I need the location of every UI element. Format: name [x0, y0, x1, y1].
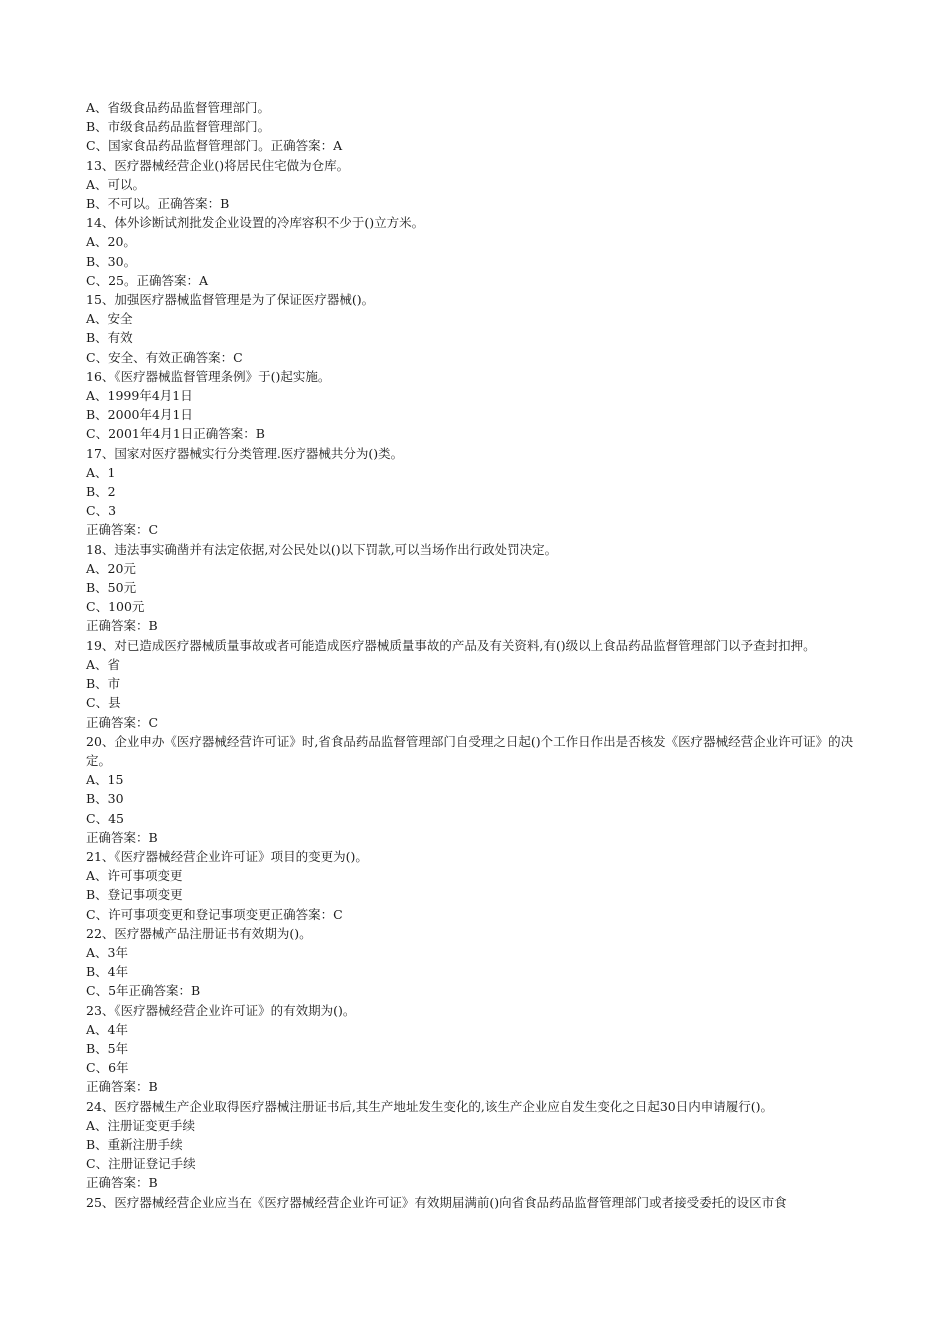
text-line: 15、加强医疗器械监督管理是为了保证医疗器械()。 — [86, 292, 375, 308]
text-line: 19、对已造成医疗器械质量事故或者可能造成医疗器械质量事故的产品及有关资料,有()级以上食品药品监督管理部门以予查封扣押。 — [86, 637, 816, 653]
text-line: A、许可事项变更 — [86, 868, 183, 884]
text-line: C、45 — [86, 810, 124, 826]
text-line: 17、国家对医疗器械实行分类管理.医疗器械共分为()类。 — [86, 445, 404, 461]
text-line: B、登记事项变更 — [86, 887, 183, 903]
text-line: B、不可以。正确答案：B — [86, 196, 230, 212]
text-line: 正确答案：B — [86, 1079, 158, 1095]
text-line: A、省 — [86, 656, 121, 672]
text-line: 25、医疗器械经营企业应当在《医疗器械经营企业许可证》有效期届满前()向省食品药品监督管理部门或者接受委托的设区市食 — [86, 1194, 787, 1210]
text-line: 正确答案：C — [86, 714, 159, 730]
text-line: C、5年正确答案：B — [86, 983, 201, 999]
text-line: 18、违法事实确凿并有法定依据,对公民处以()以下罚款,可以当场作出行政处罚决定。 — [86, 541, 558, 557]
text-line: 正确答案：B — [86, 829, 158, 845]
text-line: C、3 — [86, 503, 117, 519]
text-line: B、市级食品药品监督管理部门。 — [86, 119, 271, 135]
text-line: C、许可事项变更和登记事项变更正确答案：C — [86, 906, 343, 922]
text-line: A、1 — [86, 464, 116, 480]
text-line: C、注册证登记手续 — [86, 1156, 196, 1172]
text-line: A、可以。 — [86, 176, 146, 192]
text-line: 16、《医疗器械监督管理条例》于()起实施。 — [86, 368, 331, 384]
text-line: 23、《医疗器械经营企业许可证》的有效期为()。 — [86, 1002, 356, 1018]
text-line: C、25。正确答案：A — [86, 272, 208, 288]
text-line: B、50元 — [86, 580, 137, 596]
text-line: C、2001年4月1日正确答案：B — [86, 426, 265, 442]
text-line: 24、医疗器械生产企业取得医疗器械注册证书后,其生产地址发生变化的,该生产企业应自发生变化之日起30日内申请履行()。 — [86, 1098, 774, 1114]
text-line: B、30。 — [86, 253, 137, 269]
text-line: C、100元 — [86, 599, 145, 615]
text-line: 正确答案：C — [86, 522, 159, 538]
text-line: A、20元 — [86, 560, 136, 576]
text-line: A、3年 — [86, 944, 128, 960]
text-line: C、国家食品药品监督管理部门。正确答案：A — [86, 138, 343, 154]
text-line: B、30 — [86, 791, 124, 807]
text-line: A、省级食品药品监督管理部门。 — [86, 100, 271, 115]
text-line: B、2000年4月1日 — [86, 407, 193, 423]
text-line: B、市 — [86, 676, 121, 692]
text-line: A、注册证变更手续 — [86, 1117, 196, 1133]
text-line: B、重新注册手续 — [86, 1136, 183, 1152]
text-line: B、4年 — [86, 964, 129, 980]
text-line: A、1999年4月1日 — [86, 388, 193, 404]
text-line: A、20。 — [86, 234, 136, 250]
text-line: A、安全 — [86, 311, 133, 327]
text-line: 14、体外诊断试剂批发企业设置的冷库容积不少于()立方米。 — [86, 215, 425, 231]
text-line: 21、《医疗器械经营企业许可证》项目的变更为()。 — [86, 848, 368, 864]
text-line: A、4年 — [86, 1021, 128, 1037]
text-line: A、15 — [86, 772, 124, 788]
text-line: 22、医疗器械产品注册证书有效期为()。 — [86, 925, 312, 941]
text-line: 正确答案：B — [86, 618, 158, 634]
text-line: C、县 — [86, 695, 121, 711]
text-line: C、6年 — [86, 1060, 129, 1076]
text-line: 正确答案：B — [86, 1175, 158, 1191]
text-line: B、2 — [86, 484, 116, 500]
question-list — [86, 98, 870, 1212]
text-line: C、安全、有效正确答案：C — [86, 349, 243, 365]
text-line: 20、企业申办《医疗器械经营许可证》时,省食品药品监督管理部门自受理之日起()个工作日作出是否核发《医疗器械经营企业许可证》的决定。 — [86, 733, 854, 768]
text-line: B、有效 — [86, 330, 133, 346]
text-line: 13、医疗器械经营企业()将居民住宅做为仓库。 — [86, 157, 350, 173]
text-line: B、5年 — [86, 1040, 129, 1056]
